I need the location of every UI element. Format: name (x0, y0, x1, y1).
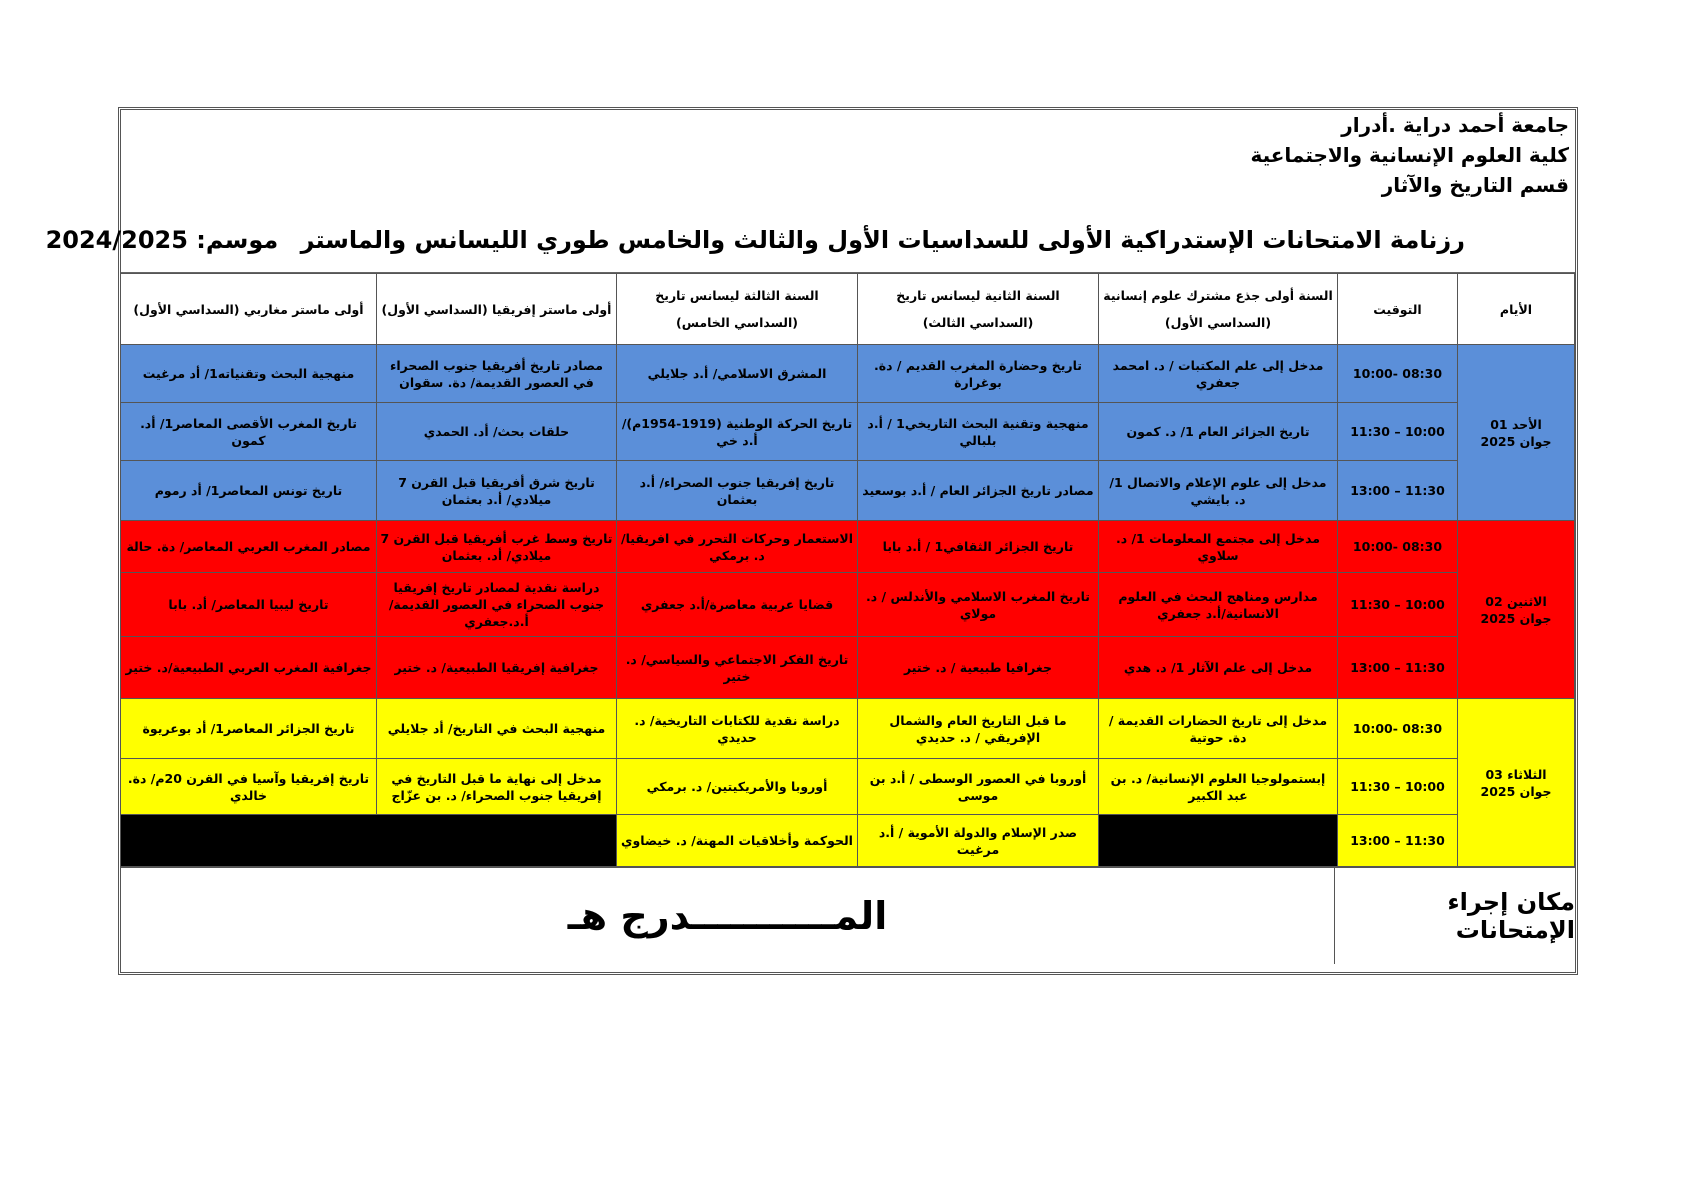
exam-cell: مصادر تاريخ الجزائر العام / أ.د بوسعيد (858, 461, 1099, 521)
university-name: جامعة أحمد دراية .أدرار (1341, 113, 1569, 137)
column-header-master-africa: أولى ماستر إفريقيا (السداسي الأول) (377, 274, 617, 345)
exam-cell: حلقات بحث/ أد. الحمدي (377, 403, 617, 461)
season-label: موسم: 2024/2025 (45, 226, 279, 254)
exam-cell: مدخل إلى نهاية ما قبل التاريخ في إفريقيا جنوب الصحراء/ د. بن عزّاج (377, 759, 617, 815)
exam-cell: منهجية وتقنية البحث التاريخي1 / أ.د بلبالي (858, 403, 1099, 461)
exam-cell: منهجية البحث في التاريخ/ أد جلايلي (377, 699, 617, 759)
time-cell: 11:30 – 13:00 (1338, 815, 1458, 867)
exam-location-label: مكان إجراء الإمتحانات (1334, 868, 1575, 964)
exam-cell: تاريخ ليبيا المعاصر/ أد. بابا (121, 573, 377, 637)
day-name: الاثنين 02 (1485, 593, 1547, 609)
day-cell (1458, 699, 1575, 867)
exam-cell: تاريخ الجزائر المعاصر1/ أد بوعريوة (121, 699, 377, 759)
exam-cell: صدر الإسلام والدولة الأموية / أ.د مرغيت (858, 815, 1099, 867)
exam-cell: إبستمولوجيا العلوم الإنسانية/ د. بن عبد الكبير (1099, 759, 1338, 815)
exam-cell: مدارس ومناهج البحث في العلوم الانسانية/أ.د جعفري (1099, 573, 1338, 637)
exam-cell: الحوكمة وأخلاقيات المهنة/ د. خيضاوي (617, 815, 858, 867)
exam-cell: مدخل إلى علم المكتبات / د. امحمد جعفري (1099, 345, 1338, 403)
time-cell: 08:30 -10:00 (1338, 699, 1458, 759)
exam-schedule-sheet (45, 107, 1578, 975)
day-date: جوان 2025 (1480, 783, 1552, 799)
column-title: السنة أولى جذع مشترك علوم إنسانية (1103, 288, 1333, 303)
exam-cell: مدخل إلى علوم الإعلام والاتصال 1/ د. بايشي (1099, 461, 1338, 521)
column-subtitle: (السداسي الثالث) (922, 315, 1034, 330)
day-date: جوان 2025 (1480, 610, 1552, 626)
table-row (121, 573, 1575, 637)
day-name: الثلاثاء 03 (1485, 766, 1547, 782)
exam-cell: تاريخ الحركة الوطنية (1919-1954م)/ أ.د خي (617, 403, 858, 461)
table-row (121, 403, 1575, 461)
table-row (121, 345, 1575, 403)
exam-cell: أوروبا في العصور الوسطى / أ.د بن موسى (858, 759, 1099, 815)
table-row (121, 461, 1575, 521)
table-row (121, 521, 1575, 573)
column-subtitle: (السداسي الخامس) (675, 315, 798, 330)
document-title (46, 226, 1465, 254)
exam-cell: تاريخ شرق أفريقيا قبل القرن 7 ميلادي/ أ.د بعثمان (377, 461, 617, 521)
blank-cell (121, 815, 617, 867)
exam-cell: جغرافية إفريقيا الطبيعية/ د. ختير (377, 637, 617, 699)
time-cell: 10:00 – 11:30 (1338, 573, 1458, 637)
time-cell: 08:30 -10:00 (1338, 345, 1458, 403)
days-column-header: الأيام (1458, 274, 1575, 345)
exam-cell: تاريخ وحضارة المغرب القديم / دة. بوغرارة (858, 345, 1099, 403)
exam-cell: مدخل إلى مجتمع المعلومات 1/ د. سلاوي (1099, 521, 1338, 573)
exam-cell: أوروبا والأمريكيتين/ د. برمكي (617, 759, 858, 815)
exam-cell: مدخل إلى تاريخ الحضارات القديمة / دة. حوتية (1099, 699, 1338, 759)
exam-cell: تاريخ تونس المعاصر1/ أد رموم (121, 461, 377, 521)
exam-cell: مدخل إلى علم الآثار 1/ د. هدي (1099, 637, 1338, 699)
document-header (45, 110, 1575, 273)
table-row (121, 637, 1575, 699)
exam-cell: تاريخ المغرب الاسلامي والأندلس / د. مولاي (858, 573, 1099, 637)
exam-cell: دراسة نقدية للكتابات التاريخية/ د. حديدي (617, 699, 858, 759)
exam-cell: تاريخ وسط غرب أفريقيا قبل القرن 7 ميلادي/ أد. بعثمان (377, 521, 617, 573)
blank-cell (1099, 815, 1338, 867)
exam-cell: تاريخ الجزائر العام 1/ د. كمون (1099, 403, 1338, 461)
column-header-year2 (858, 274, 1099, 345)
column-header-master-maghreb: أولى ماستر مغاربي (السداسي الأول) (121, 274, 377, 345)
exam-cell: تاريخ إفريقيا وآسيا في القرن 20م/ دة. خالدي (121, 759, 377, 815)
time-cell: 11:30 – 13:00 (1338, 637, 1458, 699)
exam-cell: ما قبل التاريخ العام والشمال الإفريقي / د. حديدي (858, 699, 1099, 759)
column-title: السنة الثانية ليسانس تاريخ (896, 288, 1060, 303)
day-cell (1458, 521, 1575, 699)
time-cell: 11:30 – 13:00 (1338, 461, 1458, 521)
time-cell: 08:30 -10:00 (1338, 521, 1458, 573)
day-cell (1458, 345, 1575, 521)
exam-cell: جغرافيا طبيعية / د. ختير (858, 637, 1099, 699)
column-subtitle: (السداسي الأول) (1164, 315, 1272, 330)
exam-cell: منهجية البحث وتقنياته1/ أد مرغيت (121, 345, 377, 403)
time-cell: 10:00 – 11:30 (1338, 403, 1458, 461)
department-name: قسم التاريخ والآثار (1381, 173, 1569, 197)
exam-cell: تاريخ الجزائر الثقافي1 / أ.د بابا (858, 521, 1099, 573)
exam-cell: تاريخ إفريقيا جنوب الصحراء/ أ.د بعثمان (617, 461, 858, 521)
exam-cell: مصادر تاريخ أفريقيا جنوب الصحراء في العصور القديمة/ دة. سقوان (377, 345, 617, 403)
header-row (121, 274, 1575, 345)
exam-cell: دراسة نقدية لمصادر تاريخ إفريقيا جنوب الصحراء في العصور القديمة/ أ.د.جعفري (377, 573, 617, 637)
exam-cell: قضايا عربية معاصرة/أ.د جعفري (617, 573, 858, 637)
exam-cell: الاستعمار وحركات التحرر في افريقيا/ د. برمكي (617, 521, 858, 573)
exam-cell: مصادر المغرب العربي المعاصر/ دة. حالة (121, 521, 377, 573)
time-column-header: التوقيت (1338, 274, 1458, 345)
exam-cell: المشرق الاسلامي/ أ.د جلايلي (617, 345, 858, 403)
time-cell: 10:00 – 11:30 (1338, 759, 1458, 815)
day-name: الأحد 01 (1490, 416, 1542, 432)
day-date: جوان 2025 (1480, 433, 1552, 449)
table-row (121, 815, 1575, 867)
exam-location-value: المـــــــــــدرج هـ (567, 894, 888, 938)
exam-table (120, 273, 1575, 867)
column-title: السنة الثالثة ليسانس تاريخ (655, 288, 819, 303)
column-header-year3 (617, 274, 858, 345)
title-text: رزنامة الامتحانات الإستدراكية الأولى للسداسيات الأول والثالث والخامس طوري الليسانس والماستر (300, 226, 1465, 254)
column-header-year1 (1099, 274, 1338, 345)
table-row (121, 699, 1575, 759)
exam-location-row (121, 867, 1575, 964)
exam-cell: تاريخ الفكر الاجتماعي والسياسي/ د. ختير (617, 637, 858, 699)
exam-cell: جغرافية المغرب العربي الطبيعية/د. ختير (121, 637, 377, 699)
table-row (121, 759, 1575, 815)
faculty-name: كلية العلوم الإنسانية والاجتماعية (1250, 143, 1569, 167)
exam-cell: تاريخ المغرب الأقصى المعاصر1/ أد. كمون (121, 403, 377, 461)
